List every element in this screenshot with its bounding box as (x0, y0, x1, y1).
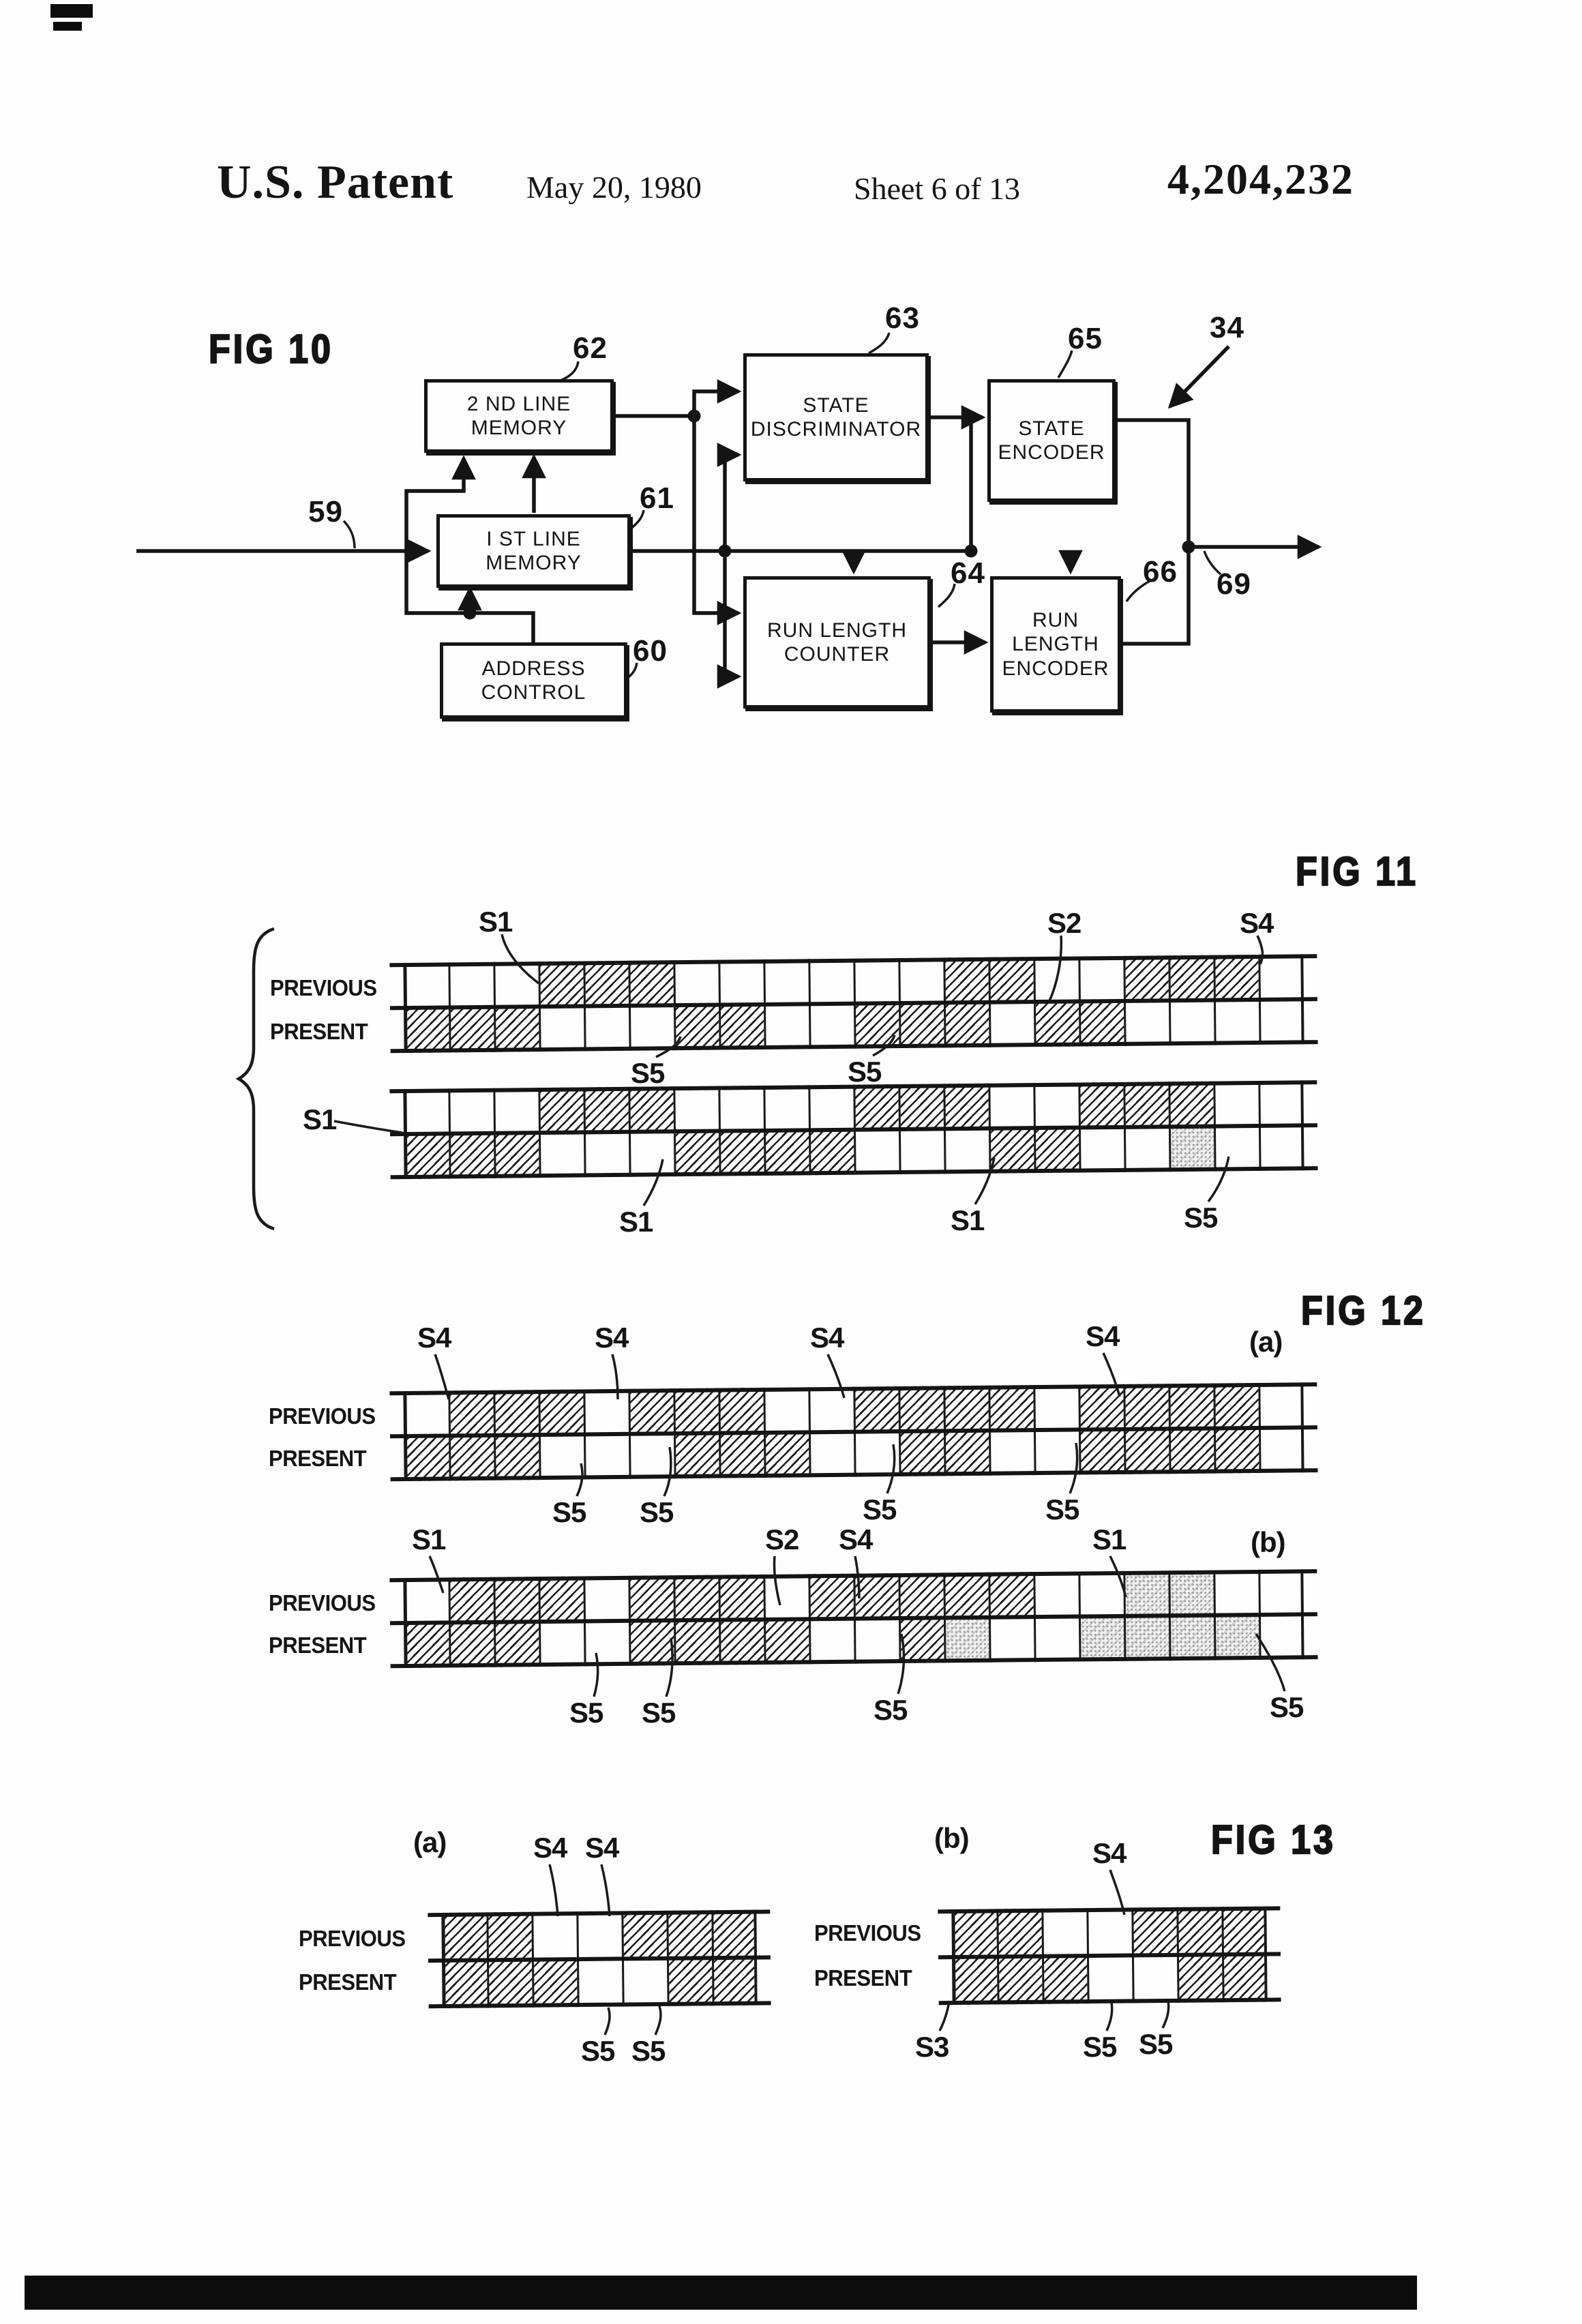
fig13-annotation-S4: S4 (533, 1832, 567, 1864)
leader-line (666, 1638, 672, 1697)
scan-artifact-top-left-2 (53, 22, 82, 31)
ref-numeral-66: 66 (1143, 555, 1178, 589)
fig13-annotation-b: (b) (934, 1822, 969, 1854)
leader-line (655, 2006, 661, 2035)
leader-line (334, 1121, 402, 1133)
leader-line (550, 1864, 558, 1916)
fig12b-annotation-S5: S5 (874, 1694, 908, 1726)
fig13-annotation-a: (a) (413, 1826, 447, 1858)
fig12a-annotation-S4: S4 (417, 1322, 451, 1354)
ref-numeral-63: 63 (885, 301, 920, 335)
fig12b-annotation-S1: S1 (1092, 1523, 1126, 1555)
ref-numeral-59: 59 (308, 495, 343, 528)
fig12a-annotation-S5: S5 (863, 1493, 897, 1525)
block-label-line: STATE (1018, 417, 1085, 440)
fig12b-row-label-present: PRESENT (269, 1633, 367, 1658)
fig11-annotation-S5: S5 (848, 1056, 882, 1088)
ref-numeral-60: 60 (633, 634, 668, 668)
ref-numeral-61: 61 (640, 481, 674, 515)
block-state-encoder (987, 379, 1116, 502)
block-label-line: MEMORY (486, 552, 582, 574)
leader-line (344, 521, 355, 548)
junction-dot (965, 545, 978, 558)
block-address-control (440, 642, 627, 719)
patent-header-number: 4,204,232 (1167, 155, 1354, 203)
fig13b-row-label-present: PRESENT (814, 1965, 912, 1991)
fig11-annotation-S5: S5 (1184, 1202, 1218, 1234)
fig12b-annotation-S4: S4 (839, 1523, 873, 1555)
fig12a-annotation-S4: S4 (595, 1322, 629, 1354)
fig11-row-label-present: PRESENT (270, 1019, 368, 1044)
fig12b-annotation-S5: S5 (642, 1697, 676, 1729)
leader-line (940, 2001, 949, 2031)
ref-numeral-34: 34 (1210, 311, 1244, 344)
patent-header-title: U.S. Patent (217, 156, 454, 209)
leader-line (664, 1447, 671, 1496)
block-first-line-memory (436, 514, 631, 588)
leader-line (1256, 1634, 1285, 1691)
block-label-line: I ST LINE (486, 527, 581, 550)
fig13-title: FIG 13 (1211, 1817, 1336, 1863)
leader-line (1257, 936, 1262, 964)
leader-line (855, 1556, 859, 1598)
junction-dot (719, 545, 732, 558)
block-label-line: RUN (1032, 608, 1079, 631)
leader-line (1103, 1353, 1120, 1397)
fig12b-row-label-previous: PREVIOUS (269, 1590, 376, 1615)
block-label-line: LENGTH (1012, 633, 1099, 656)
fig12-title: FIG 12 (1301, 1288, 1426, 1334)
connector-line (694, 416, 738, 613)
junction-dot (965, 411, 978, 424)
fig12a-row-label-present: PRESENT (269, 1446, 367, 1471)
leader-line (430, 1556, 443, 1593)
leader-line (774, 1556, 780, 1605)
block-state-discriminator (743, 353, 929, 481)
fig11-annotation-S1: S1 (479, 906, 513, 938)
block-run-length-encoder (990, 576, 1121, 713)
leader-line (975, 1158, 994, 1204)
leader-line (601, 1864, 610, 1916)
leader-line (873, 1035, 895, 1056)
leader-line (656, 1037, 681, 1057)
fig13b-row-label-previous: PREVIOUS (814, 1920, 921, 1946)
fig12b-annotation-b: (b) (1251, 1526, 1285, 1558)
fig13-annotation-S5: S5 (631, 2035, 666, 2067)
leader-line (1110, 1870, 1124, 1915)
fig13-annotation-S5: S5 (1139, 2028, 1173, 2060)
ref-numeral-65: 65 (1068, 322, 1103, 355)
fig12b-annotation-S5: S5 (1270, 1691, 1304, 1723)
fig13-annotation-S4: S4 (1092, 1837, 1126, 1869)
leader-line (828, 1354, 844, 1398)
leader-line (644, 1159, 663, 1206)
fig13a-row-label-present: PRESENT (299, 1969, 397, 1995)
leader-line (1070, 1443, 1077, 1493)
block-label-line: ADDRESS (481, 657, 586, 680)
block-label-line: ENCODER (998, 441, 1105, 464)
fig13-annotation-S5: S5 (581, 2035, 615, 2067)
fig12a-row-label-previous: PREVIOUS (269, 1403, 376, 1429)
fig12a-annotation-S4: S4 (1086, 1320, 1120, 1352)
junction-dot (464, 607, 477, 620)
fig11-annotation-S5: S5 (631, 1057, 665, 1089)
fig13-annotation-S3: S3 (915, 2031, 949, 2063)
block-label-line: COUNTER (783, 643, 891, 666)
ref-numeral-69: 69 (1217, 567, 1251, 601)
leader-line (1107, 2002, 1112, 2031)
leader-line (594, 1653, 598, 1697)
patent-header-date: May 20, 1980 (526, 170, 702, 205)
leader-line (612, 1354, 618, 1399)
fig13-annotation-S4: S4 (585, 1832, 619, 1864)
fig11-annotation-S1: S1 (303, 1103, 337, 1135)
leader-line (1208, 1157, 1229, 1202)
connector-line (1116, 420, 1189, 546)
junction-dot (688, 410, 701, 423)
leader-line (887, 1444, 895, 1493)
connector-line (725, 455, 738, 551)
fig12b-annotation-S5: S5 (569, 1697, 603, 1729)
leader-line (898, 1634, 904, 1694)
fig13a-row-label-previous: PREVIOUS (299, 1926, 406, 1951)
patent-header-sheet: Sheet 6 of 13 (854, 171, 1021, 206)
leader-line (1049, 936, 1061, 1002)
fig11-brace (239, 929, 274, 1229)
leader-line (1163, 2001, 1169, 2028)
junction-dot (1182, 541, 1195, 554)
block-label-line: DISCRIMINATOR (750, 418, 922, 441)
block-run-length-counter (743, 576, 931, 709)
leader-line (502, 934, 539, 983)
block-label-line: ENCODER (1002, 657, 1109, 680)
fig11-row-label-previous: PREVIOUS (270, 975, 377, 1000)
fig12a-annotation-S4: S4 (810, 1322, 844, 1354)
fig11-annotation-S1: S1 (951, 1204, 985, 1236)
block-label-line: 2 ND LINE (466, 392, 571, 415)
block-label-line: STATE (803, 393, 869, 417)
leader-line (435, 1354, 449, 1399)
leader-line (1110, 1556, 1126, 1597)
fig10-title: FIG 10 (209, 327, 333, 372)
fig12a-annotation-S5: S5 (552, 1496, 586, 1528)
connector-line (1170, 346, 1229, 406)
fig13-annotation-S5: S5 (1083, 2031, 1117, 2063)
fig11-annotation-S4: S4 (1240, 907, 1274, 939)
block-second-line-memory (424, 379, 614, 453)
connector-line (694, 391, 738, 416)
fig12a-annotation-a: (a) (1249, 1326, 1283, 1358)
fig12b-annotation-S1: S1 (412, 1523, 446, 1555)
leader-line (869, 333, 889, 353)
fig12a-annotation-S5: S5 (640, 1496, 674, 1528)
block-label-line: RUN LENGTH (766, 619, 907, 642)
fig11-title: FIG 11 (1296, 849, 1419, 895)
ref-numeral-64: 64 (951, 556, 985, 590)
scan-artifact-top-left-1 (50, 4, 93, 18)
fig12b-annotation-S2: S2 (765, 1523, 799, 1555)
fig11-annotation-S1: S1 (619, 1206, 653, 1238)
leader-line (577, 1463, 582, 1496)
block-label-line: CONTROL (481, 681, 586, 704)
ref-numeral-62: 62 (573, 331, 608, 365)
scan-artifact-bottom-bar (25, 2276, 1417, 2310)
block-label-line: MEMORY (471, 417, 567, 439)
fig11-annotation-S2: S2 (1047, 907, 1081, 939)
fig12a-annotation-S5: S5 (1045, 1493, 1079, 1525)
leader-line (605, 2008, 610, 2035)
